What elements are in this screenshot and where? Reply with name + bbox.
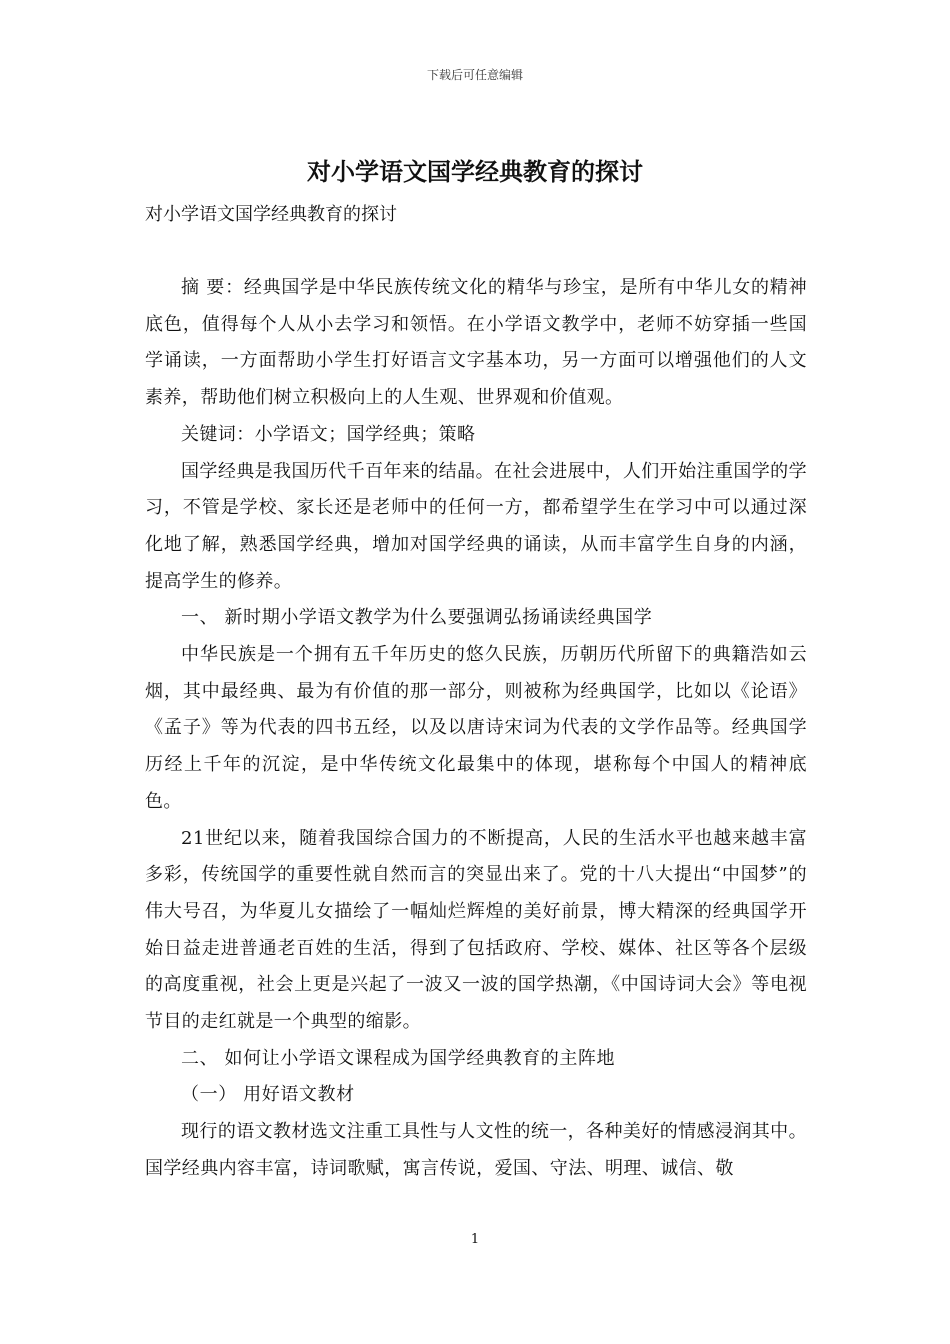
section-heading-1: 一、 新时期小学语文教学为什么要强调弘扬诵读经典国学 xyxy=(181,607,653,629)
document-body xyxy=(145,270,807,1188)
body-paragraph: 21世纪以来，随着我国综合国力的不断提高，人民的生活水平也越来越丰富多彩，传统国学的重要性就自然而言的突显出来了。党的十八大提出“中国梦”的伟大号召，为华夏儿女描绘了一幅灿烂辉煌的美好前景，博大精深的经典国学开始日益走进普通老百姓的生活，得到了包括政府、学校、媒体、社区等各个层级的高度重视，社会上更是兴起了一波又一波的国学热潮，《中国诗词大会》等电视节目的走红就是一个典型的缩影。 xyxy=(145,827,807,1033)
body-paragraph: 现行的语文教材选文注重工具性与人文性的统一，各种美好的情感浸润其中。国学经典内容丰富，诗词歌赋，寓言传说，爱国、守法、明理、诚信、敬 xyxy=(145,1121,807,1179)
section-heading-2: 二、 如何让小学语文课程成为国学经典教育的主阵地 xyxy=(181,1047,616,1069)
page-number: 1 xyxy=(470,1232,480,1247)
keywords-paragraph: 关键词：小学语文；国学经典；策略 xyxy=(181,423,476,445)
body-paragraph: 中华民族是一个拥有五千年历史的悠久民族，历朝历代所留下的典籍浩如云烟，其中最经典、最为有价值的那一部分，则被称为经典国学，比如以《论语》《孟子》等为代表的四书五经，以及以唐诗宋词为代表的文学作品等。经典国学历经上千年的沉淀，是中华传统文化最集中的体现，堪称每个中国人的精神底色。 xyxy=(145,644,807,812)
intro-paragraph: 国学经典是我国历代千百年来的结晶。在社会进展中，人们开始注重国学的学习，不管是学校、家长还是老师中的任何一方，都希望学生在学习中可以通过深化地了解，熟悉国学经典，增加对国学经典的诵读，从而丰富学生自身的内涵，提高学生的修养。 xyxy=(145,460,807,592)
subsection-heading-1: （一） 用好语文教材 xyxy=(181,1084,355,1106)
page-header-note: 下载后可任意编辑 xyxy=(426,68,523,82)
document-subtitle: 对小学语文国学经典教育的探讨 xyxy=(145,204,397,225)
abstract-paragraph: 摘 要：经典国学是中华民族传统文化的精华与珍宝，是所有中华儿女的精神底色，值得每个人从小去学习和领悟。在小学语文教学中，老师不妨穿插一些国学诵读，一方面帮助小学生打好语言文字基本功，另一方面可以增强他们的人文素养，帮助他们树立积极向上的人生观、世界观和价值观。 xyxy=(145,277,807,409)
document-title: 对小学语文国学经典教育的探讨 xyxy=(307,157,643,186)
